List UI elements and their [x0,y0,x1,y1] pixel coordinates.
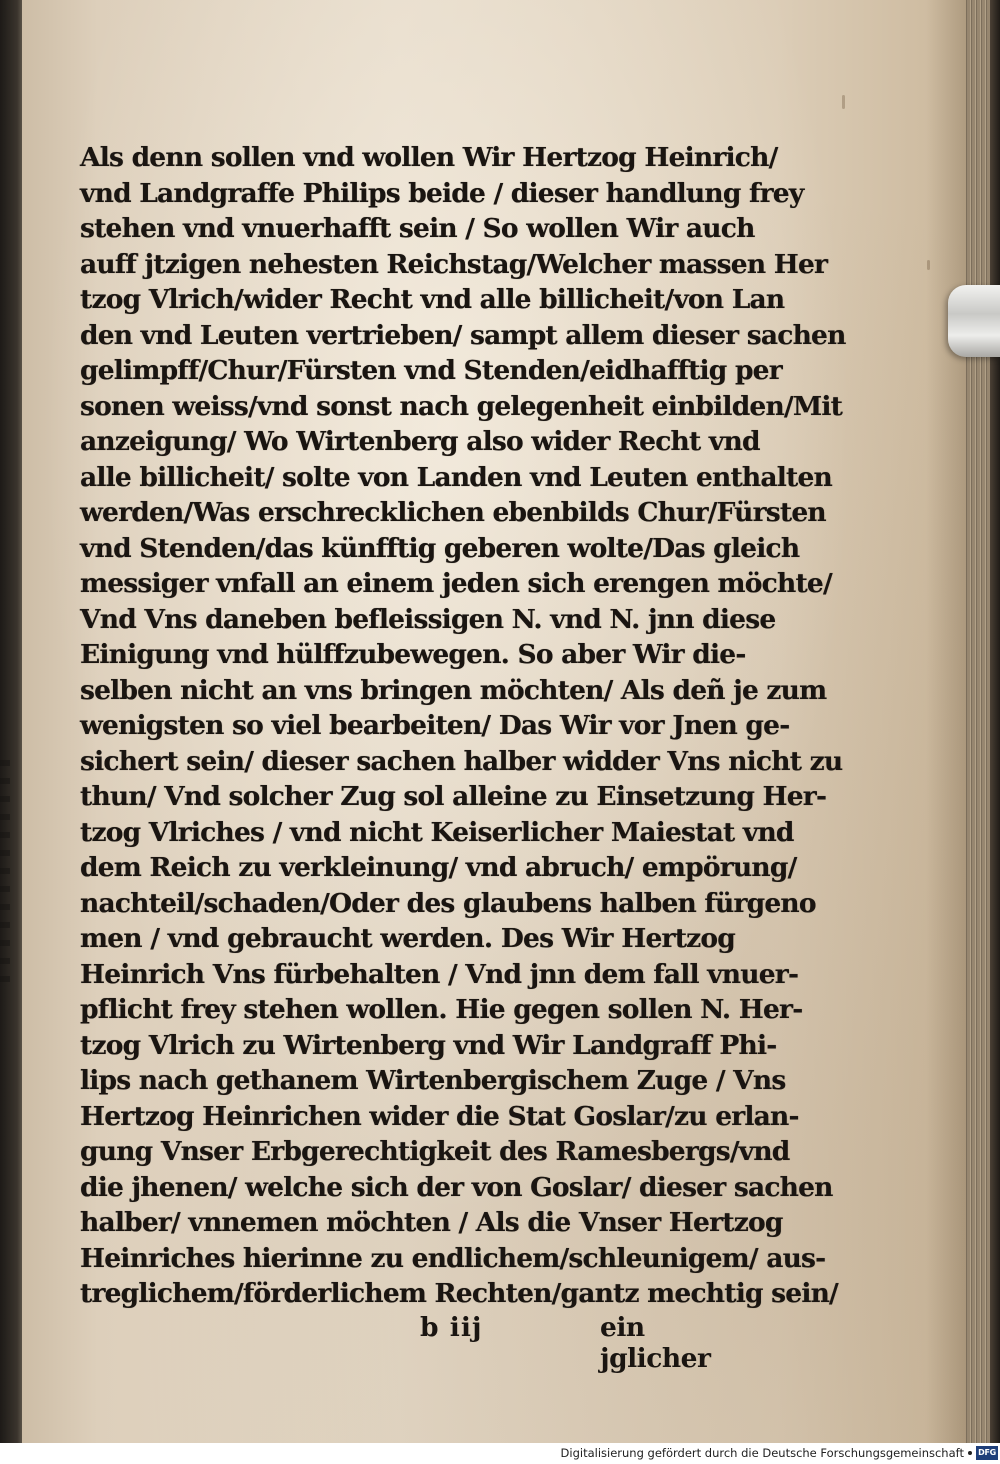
text-line: treglichem/förderlichem Rechten/gantz mechtig sein/ [80,1278,838,1309]
text-line: men / vnd gebraucht werden. Des Wir Hertzog [80,923,735,954]
text-line: wenigsten so viel bearbeiten/ Das Wir vor Jnen ge- [80,710,790,741]
facing-page-text-traces [0,760,10,990]
paper-mark [842,95,845,109]
text-line: werden/Was erschrecklichen ebenbilds Chur/Fürsten [80,497,826,528]
text-line: gelimpff/Chur/Fürsten vnd Stenden/eidhafftig per [80,355,782,386]
text-line: halber/ vnnemen möchten / Als die Vnser Hertzog [80,1207,783,1238]
text-line: Einigung vnd hülffzubewegen. So aber Wir die- [80,639,746,670]
page-clip [948,285,1000,357]
text-line: Heinriches hierinne zu endlichem/schleunigem/ aus- [80,1242,826,1274]
signature-mark: b iij [420,1311,483,1343]
text-line: Als denn sollen vnd wollen Wir Hertzog Heinrich/ [80,142,778,173]
text-line: auff jtzigen nehesten Reichstag/Welcher massen Her [80,248,828,280]
text-block [80,140,846,1374]
text-line: die jhenen/ welche sich der von Goslar/ dieser sachen [80,1171,833,1203]
text-line: messiger vnfall an einem jeden sich erengen möchte/ [80,568,832,599]
text-line: pflicht frey stehen wollen. Hie gegen sollen N. Her- [80,994,803,1025]
text-line: lips nach gethanem Wirtenbergischem Zuge / Vns [80,1065,786,1096]
footer-separator-dot [968,1451,972,1455]
text-line: tzog Vlrich/wider Recht vnd alle billicheit/von Lan [80,284,785,315]
book-edge-shadow [990,0,1000,1443]
text-line: thun/ Vnd solcher Zug sol alleine zu Einsetzung Her- [80,781,827,812]
text-line: gung Vnser Erbgerechtigkeit des Ramesbergs/vnd [80,1136,790,1167]
catchword: ein jglicher [600,1311,711,1374]
text-line: nachteil/schaden/Oder des glaubens halben fürgeno [80,887,816,919]
text-line: sichert sein/ dieser sachen halber widder Vns nicht zu [80,745,843,777]
text-line: Heinrich Vns fürbehalten / Vnd jnn dem fall vnuer- [80,958,799,990]
text-line: vnd Stenden/das künfftig geberen wolte/Das gleich [80,532,800,564]
text-line: selben nicht an vns bringen möchten/ Als deñ je zum [80,674,827,706]
footer-credit: Digitalisierung gefördert durch die Deutsche Forschungsgemeinschaft [560,1446,964,1460]
page-gutter-shadow [926,0,966,1443]
text-line: tzog Vlrich zu Wirtenberg vnd Wir Landgraff Phi- [80,1029,777,1061]
text-line: Hertzog Heinrichen wider die Stat Goslar/zu erlan- [80,1100,799,1132]
text-line: anzeigung/ Wo Wirtenberg also wider Recht vnd [80,426,760,457]
text-line: alle billicheit/ solte von Landen vnd Leuten enthalten [80,461,832,493]
page-foot [80,1311,735,1374]
text-line: sonen weiss/vnd sonst nach gelegenheit einbilden/Mit [80,390,843,422]
text-line: dem Reich zu verkleinung/ vnd abruch/ empörung/ [80,852,797,883]
text-line: tzog Vlriches / vnd nicht Keiserlicher Maiestat vnd [80,816,794,848]
dfg-logo: DFG [976,1446,998,1460]
text-line: Vnd Vns daneben befleissigen N. vnd N. jnn diese [80,603,776,635]
text-line: stehen vnd vnuerhafft sein / So wollen Wir auch [80,213,755,244]
footer-bar [0,1443,1000,1464]
text-line: den vnd Leuten vertrieben/ sampt allem dieser sachen [80,319,846,351]
page [22,0,966,1443]
text-line: vnd Landgraffe Philips beide / dieser handlung frey [80,177,804,209]
